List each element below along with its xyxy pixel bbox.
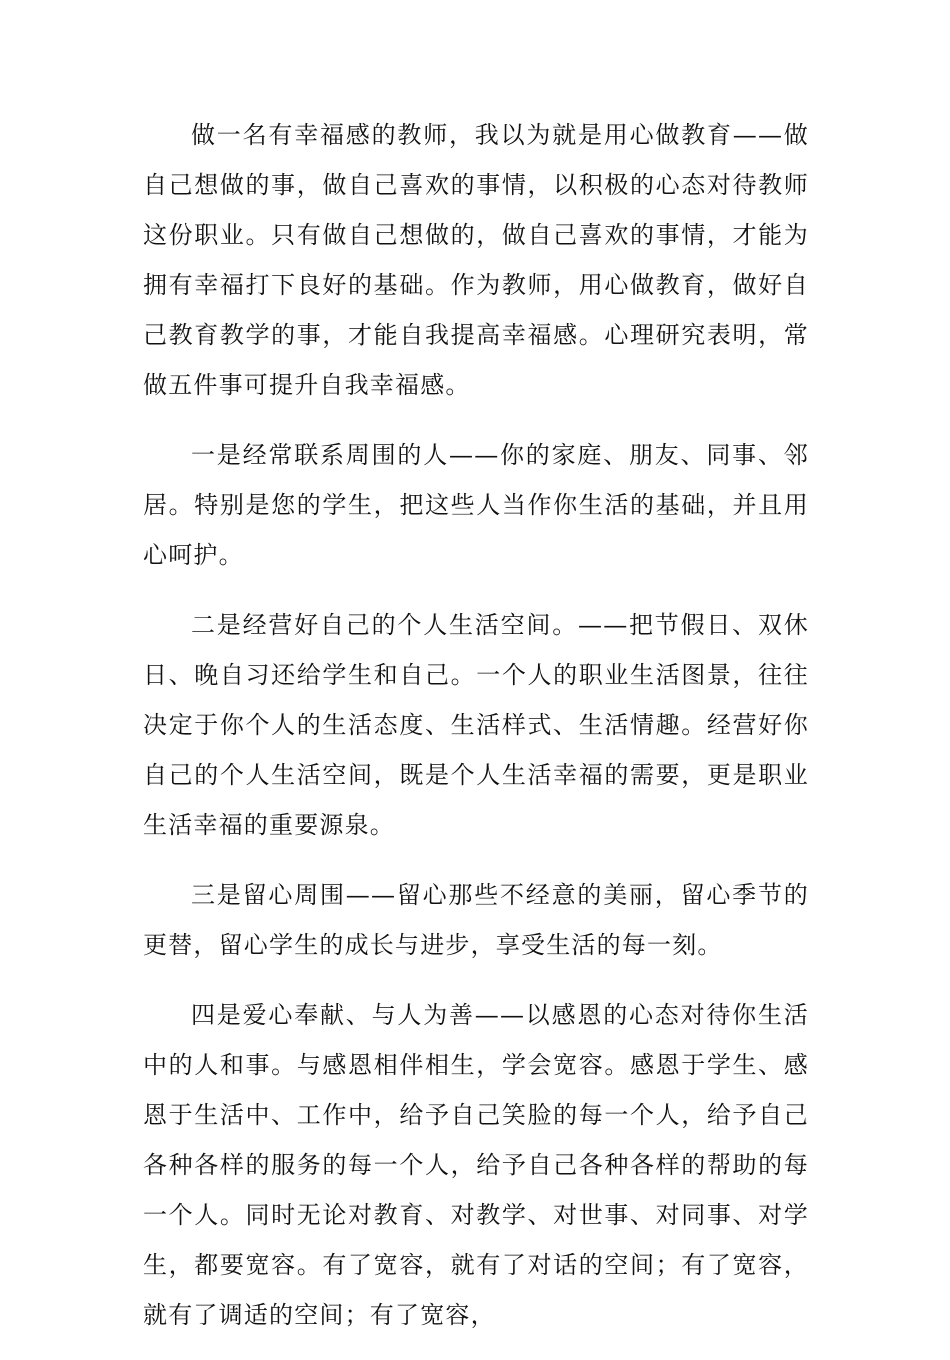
paragraph-3: 二是经营好自己的个人生活空间。——把节假日、双休日、晚自习还给学生和自己。一个人的职业生活图景，往往决定于你个人的生活态度、生活样式、生活情趣。经营好你自己的个人生活空间，既是个人生活幸福的需要，更是职业生活幸福的重要源泉。 <box>143 611 809 839</box>
paragraph-1: 做一名有幸福感的教师，我以为就是用心做教育——做自己想做的事，做自己喜欢的事情，以积极的心态对待教师这份职业。只有做自己想做的，做自己喜欢的事情，才能为拥有幸福打下良好的基础。作为教师，用心做教育，做好自己教育教学的事，才能自我提高幸福感。心理研究表明，常做五件事可提升自我幸福感。 <box>143 121 809 399</box>
paragraph-4: 三是留心周围——留心那些不经意的美丽，留心季节的更替，留心学生的成长与进步，享受生活的每一刻。 <box>143 881 809 959</box>
paragraph-5: 四是爱心奉献、与人为善——以感恩的心态对待你生活中的人和事。与感恩相伴相生，学会宽容。感恩于学生、感恩于生活中、工作中，给予自己笑脸的每一个人，给予自己各种各样的服务的每一个人，给予自己各种各样的帮助的每一个人。同时无论对教育、对教学、对世事、对同事、对学生，都要宽容。有了宽容，就有了对话的空间；有了宽容，就有了调适的空间；有了宽容， <box>143 1001 809 1329</box>
document-body <box>143 110 809 1360</box>
paragraph-2: 一是经常联系周围的人——你的家庭、朋友、同事、邻居。特别是您的学生，把这些人当作你生活的基础，并且用心呵护。 <box>143 441 809 569</box>
